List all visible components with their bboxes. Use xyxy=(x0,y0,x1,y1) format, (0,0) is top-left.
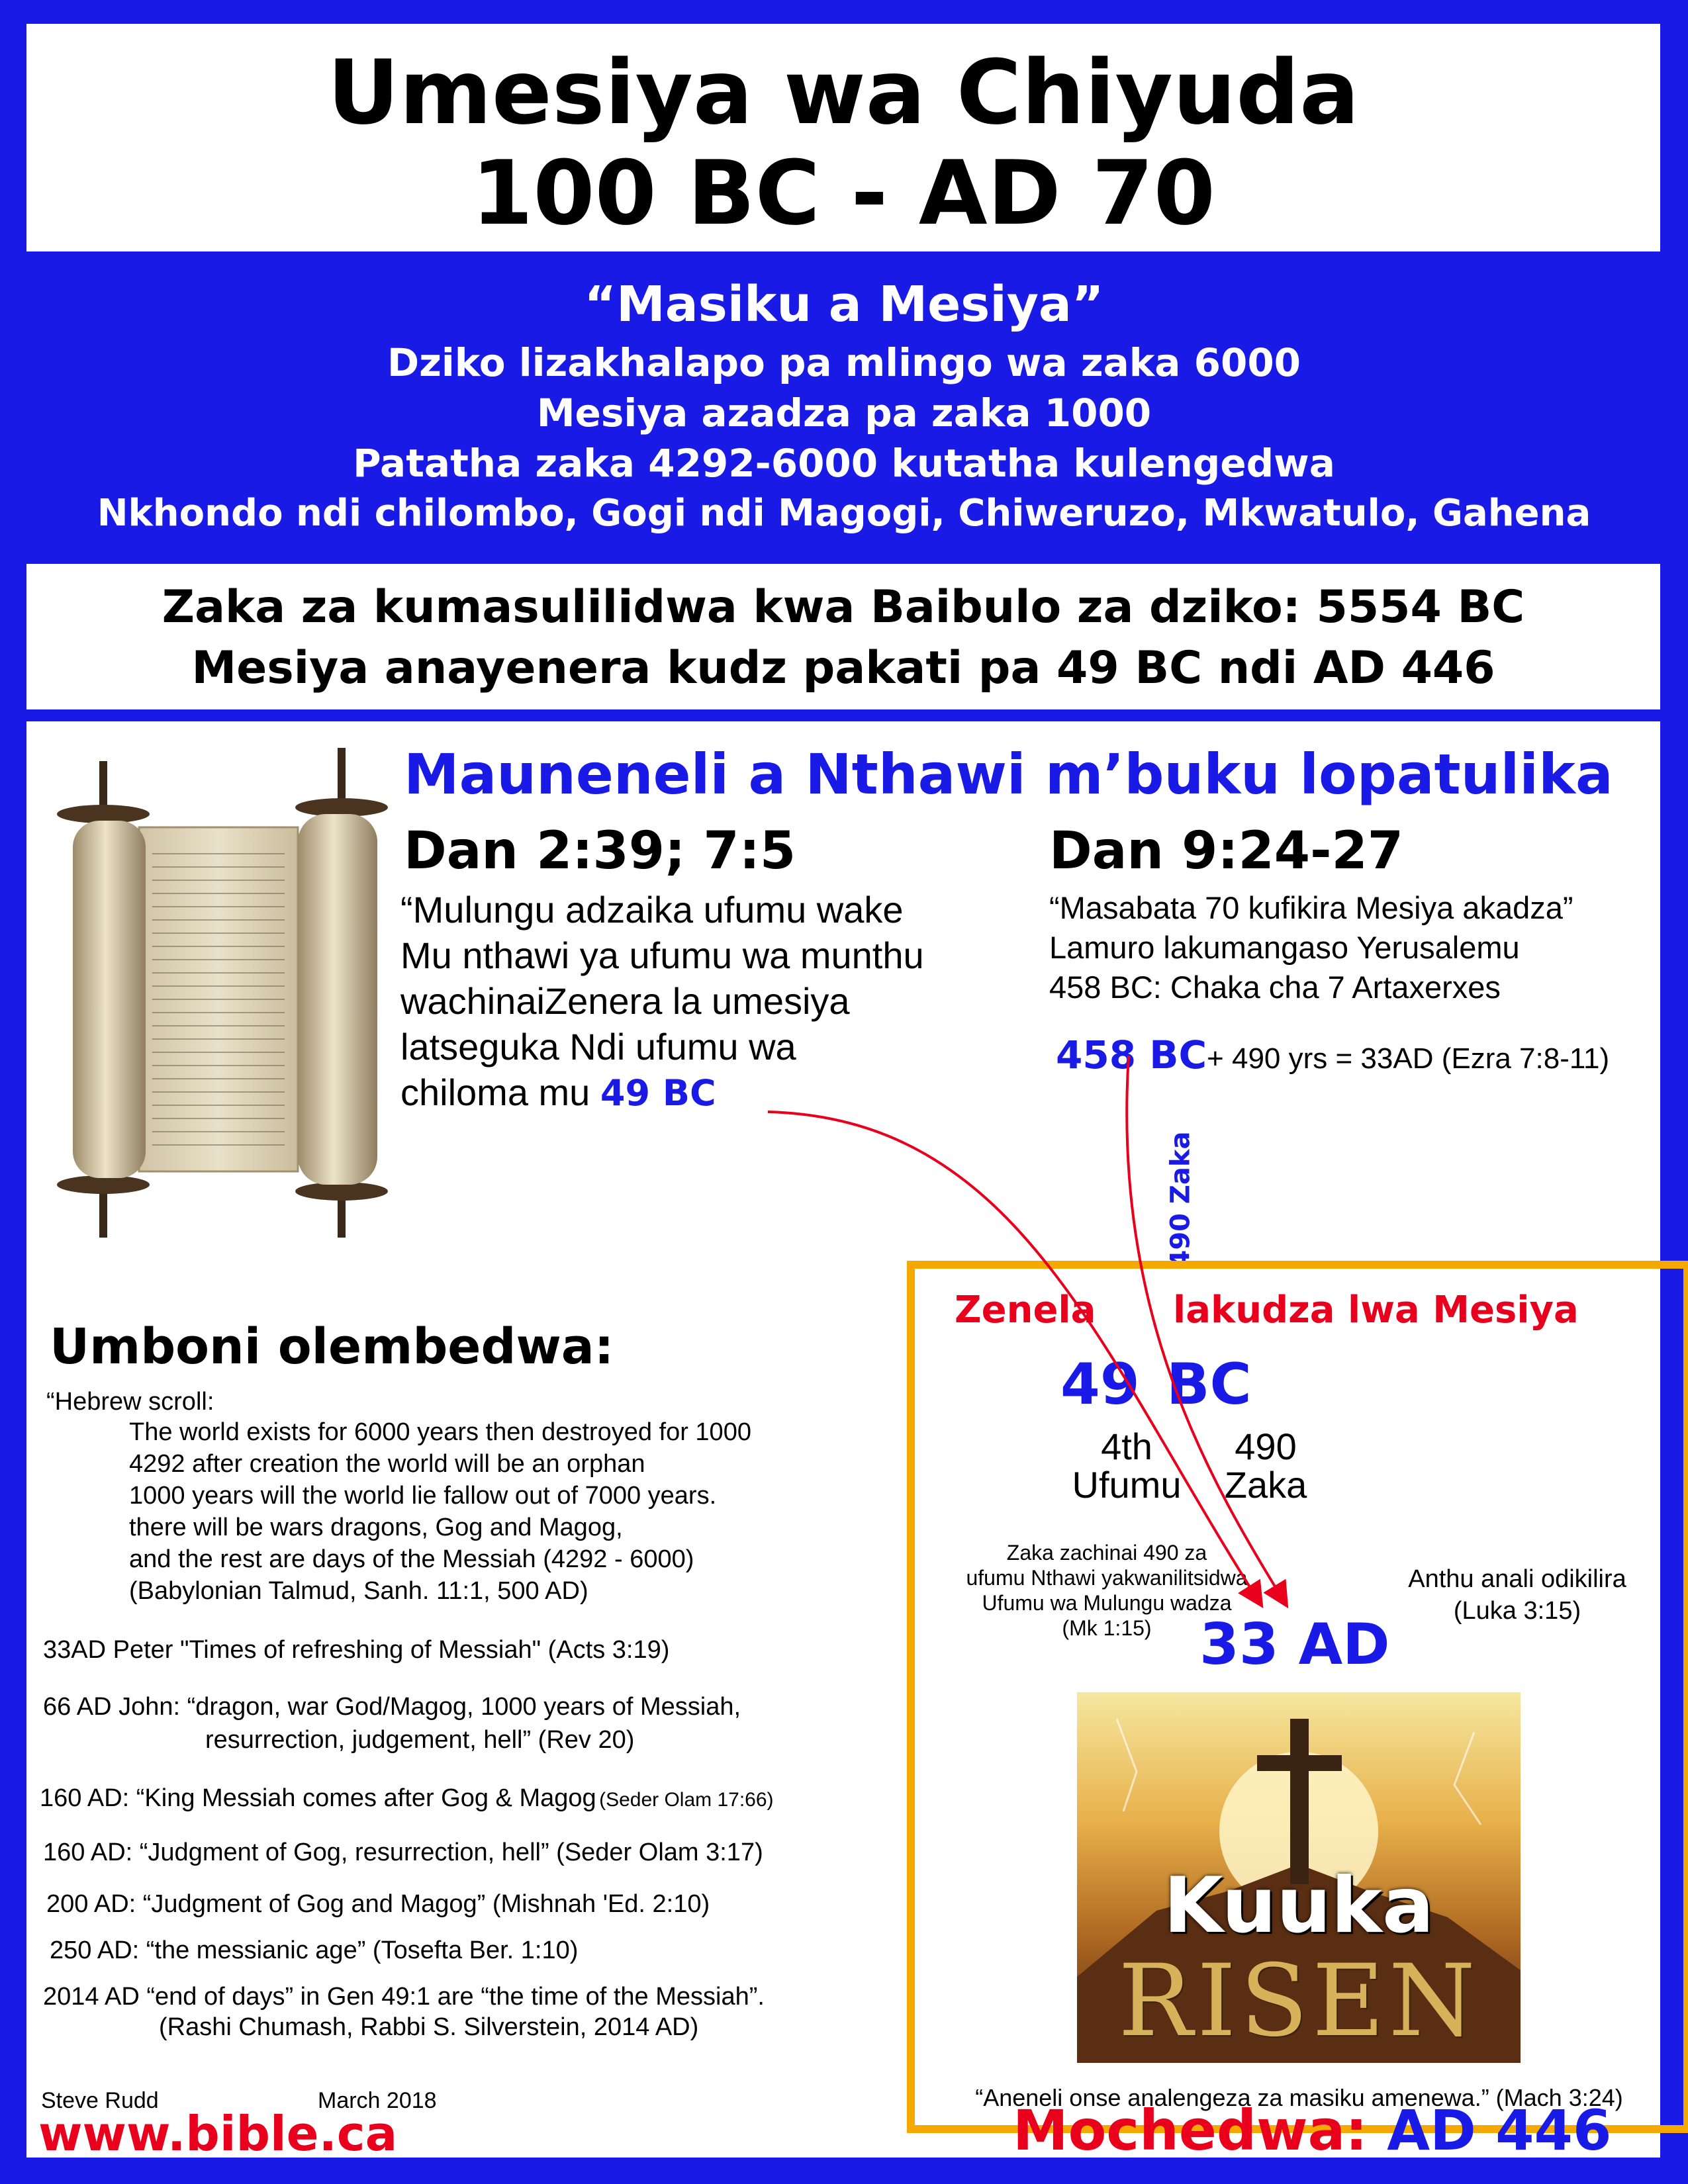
title-panel xyxy=(26,24,1660,251)
window-quote: “Aneneli onse analengeza za masiku amenewa.” (Mach 3:24) xyxy=(975,2084,1623,2111)
days-line: Dziko lizakhalapo pa mlingo wa zaka 6000 xyxy=(387,340,1301,385)
days-line: Patatha zaka 4292-6000 kutatha kulengedwa xyxy=(353,441,1335,486)
evidence-heading: Umboni olembedwa: xyxy=(50,1318,614,1375)
main-panel xyxy=(26,721,1660,2163)
scroll-line: The world exists for 6000 years then destroyed for 1000 xyxy=(129,1418,751,1446)
days-line: Nkhondo ndi chilombo, Gogi ndi Magogi, Chiweruzo, Mkwatulo, Gahena xyxy=(97,492,1591,535)
note-line: Ufumu wa Mulungu wadza xyxy=(982,1591,1232,1615)
arrow-label-490: 490 Zaka xyxy=(1165,1131,1196,1269)
dan9-text xyxy=(1049,888,1573,1007)
days-of-messiah-section xyxy=(0,271,1688,539)
evidence-scroll-quote xyxy=(129,1416,751,1607)
dan9-reference: Dan 9:24-27 xyxy=(1049,821,1403,881)
risen-image-word-risen: RISEN xyxy=(1118,1944,1479,2059)
dan2-line: wachinaiZenera la umesiya xyxy=(400,980,850,1022)
dates-line-2: Mesiya anayenera kudz pakati pa 49 BC ndi AD 446 xyxy=(191,642,1495,694)
evidence-item: 33AD Peter "Times of refreshing of Messiah" (Acts 3:19) xyxy=(43,1636,670,1664)
dan2-text xyxy=(400,887,924,1116)
evidence-item: 66 AD John: “dragon, war God/Magog, 1000 years of Messiah, xyxy=(43,1693,741,1721)
evidence-item-source: (Seder Olam 17:66) xyxy=(599,1789,774,1811)
col1-line: 4th xyxy=(1101,1426,1152,1467)
prophecy-heading: Mauneneli a Nthawi m’buku lopatulika xyxy=(404,742,1613,807)
window-col-zaka xyxy=(1206,1428,1325,1504)
evidence-item: resurrection, judgement, hell” (Rev 20) xyxy=(205,1726,635,1754)
dan2-last-line xyxy=(400,1069,924,1116)
evidence-item: 200 AD: “Judgment of Gog and Magog” (Mishnah 'Ed. 2:10) xyxy=(46,1890,710,1918)
note-line: Anthu anali odikilira xyxy=(1408,1565,1626,1593)
evidence-scroll-intro: “Hebrew scroll: xyxy=(46,1388,214,1416)
footer-mochedwa xyxy=(1013,2098,1611,2163)
window-col-ufumu xyxy=(1060,1428,1193,1504)
scroll-line: there will be wars dragons, Gog and Magog, xyxy=(129,1514,623,1541)
footer-url-link[interactable]: www.bible.ca xyxy=(38,2106,398,2161)
note-line: (Luka 3:15) xyxy=(1453,1597,1581,1625)
footer-date: March 2018 xyxy=(318,2088,437,2113)
evidence-item xyxy=(40,1784,774,1813)
page-title xyxy=(26,42,1660,244)
dan9-calc: + 490 yrs = 33AD (Ezra 7:8-11) xyxy=(1207,1042,1610,1075)
dan2-line: Mu nthawi ya ufumu wa munthu xyxy=(400,934,924,976)
messiah-window-box xyxy=(907,1261,1688,2133)
note-line: (Mk 1:15) xyxy=(1062,1616,1152,1640)
date-458-bc: 458 BC xyxy=(1056,1032,1207,1077)
note-line: Zaka zachinai 490 za xyxy=(1006,1541,1207,1565)
scroll-line: 1000 years will the world lie fallow out of 7000 years. xyxy=(129,1482,717,1510)
window-result-33ad: 33 AD xyxy=(1199,1612,1390,1678)
window-note-right xyxy=(1385,1563,1650,1627)
mochedwa-label: Mochedwa: xyxy=(1013,2098,1368,2163)
dan2-last-prefix: chiloma mu xyxy=(400,1071,600,1113)
torah-scroll-image xyxy=(46,735,404,1251)
scroll-line: (Babylonian Talmud, Sanh. 11:1, 500 AD) xyxy=(129,1577,588,1605)
scroll-line: and the rest are days of the Messiah (4292 - 6000) xyxy=(129,1545,694,1573)
title-line-2: 100 BC - AD 70 xyxy=(471,142,1215,245)
col2-line: 490 xyxy=(1235,1426,1297,1467)
days-line: Mesiya azadza pa zaka 1000 xyxy=(536,390,1152,435)
dates-panel xyxy=(26,564,1660,709)
risen-image xyxy=(1077,1692,1521,2063)
dan9-line: 458 BC: Chaka cha 7 Artaxerxes xyxy=(1049,970,1501,1005)
evidence-item-main: 160 AD: “King Messiah comes after Gog & Magog xyxy=(40,1784,596,1812)
evidence-item: 250 AD: “the messianic age” (Tosefta Ber. 1:10) xyxy=(50,1936,579,1964)
col1-line: Ufumu xyxy=(1072,1464,1182,1506)
dan9-line: “Masabata 70 kufikira Mesiya akadza” xyxy=(1049,890,1573,925)
window-title-right: lakudza lwa Mesiya xyxy=(1173,1289,1579,1332)
scroll-line: 4292 after creation the world will be an orphan xyxy=(129,1450,645,1478)
dan2-line: “Mulungu adzaika ufumu wake xyxy=(400,889,904,931)
date-49-bc: 49 BC xyxy=(600,1072,716,1114)
window-title-left: Zenela xyxy=(955,1289,1096,1332)
days-heading: “Masiku a Mesiya” xyxy=(584,276,1104,333)
window-date-left: 49 xyxy=(1060,1351,1140,1418)
dan9-calc-line xyxy=(1056,1032,1609,1077)
window-date-right: BC xyxy=(1166,1351,1252,1418)
dan9-line: Lamuro lakumangaso Yerusalemu xyxy=(1049,930,1520,965)
evidence-item: 2014 AD “end of days” in Gen 49:1 are “the time of the Messiah”. xyxy=(43,1983,765,2011)
col2-line: Zaka xyxy=(1224,1464,1307,1506)
risen-image-word-kuuka: Kuuka xyxy=(1163,1861,1434,1950)
evidence-item: 160 AD: “Judgment of Gog, resurrection, hell” (Seder Olam 3:17) xyxy=(43,1839,763,1866)
mochedwa-date: AD 446 xyxy=(1387,2098,1612,2163)
footer-author: Steve Rudd xyxy=(41,2088,159,2113)
evidence-item: (Rashi Chumash, Rabbi S. Silverstein, 2014 AD) xyxy=(159,2013,699,2041)
dates-text xyxy=(26,577,1660,699)
dan2-line: latseguka Ndi ufumu wa xyxy=(400,1026,796,1068)
note-line: ufumu Nthawi yakwanilitsidwa xyxy=(966,1566,1248,1590)
dan2-reference: Dan 2:39; 7:5 xyxy=(404,821,796,881)
dates-line-1: Zaka za kumasulilidwa kwa Baibulo za dziko: 5554 BC xyxy=(162,581,1525,633)
title-line-1: Umesiya wa Chiyuda xyxy=(327,41,1360,144)
